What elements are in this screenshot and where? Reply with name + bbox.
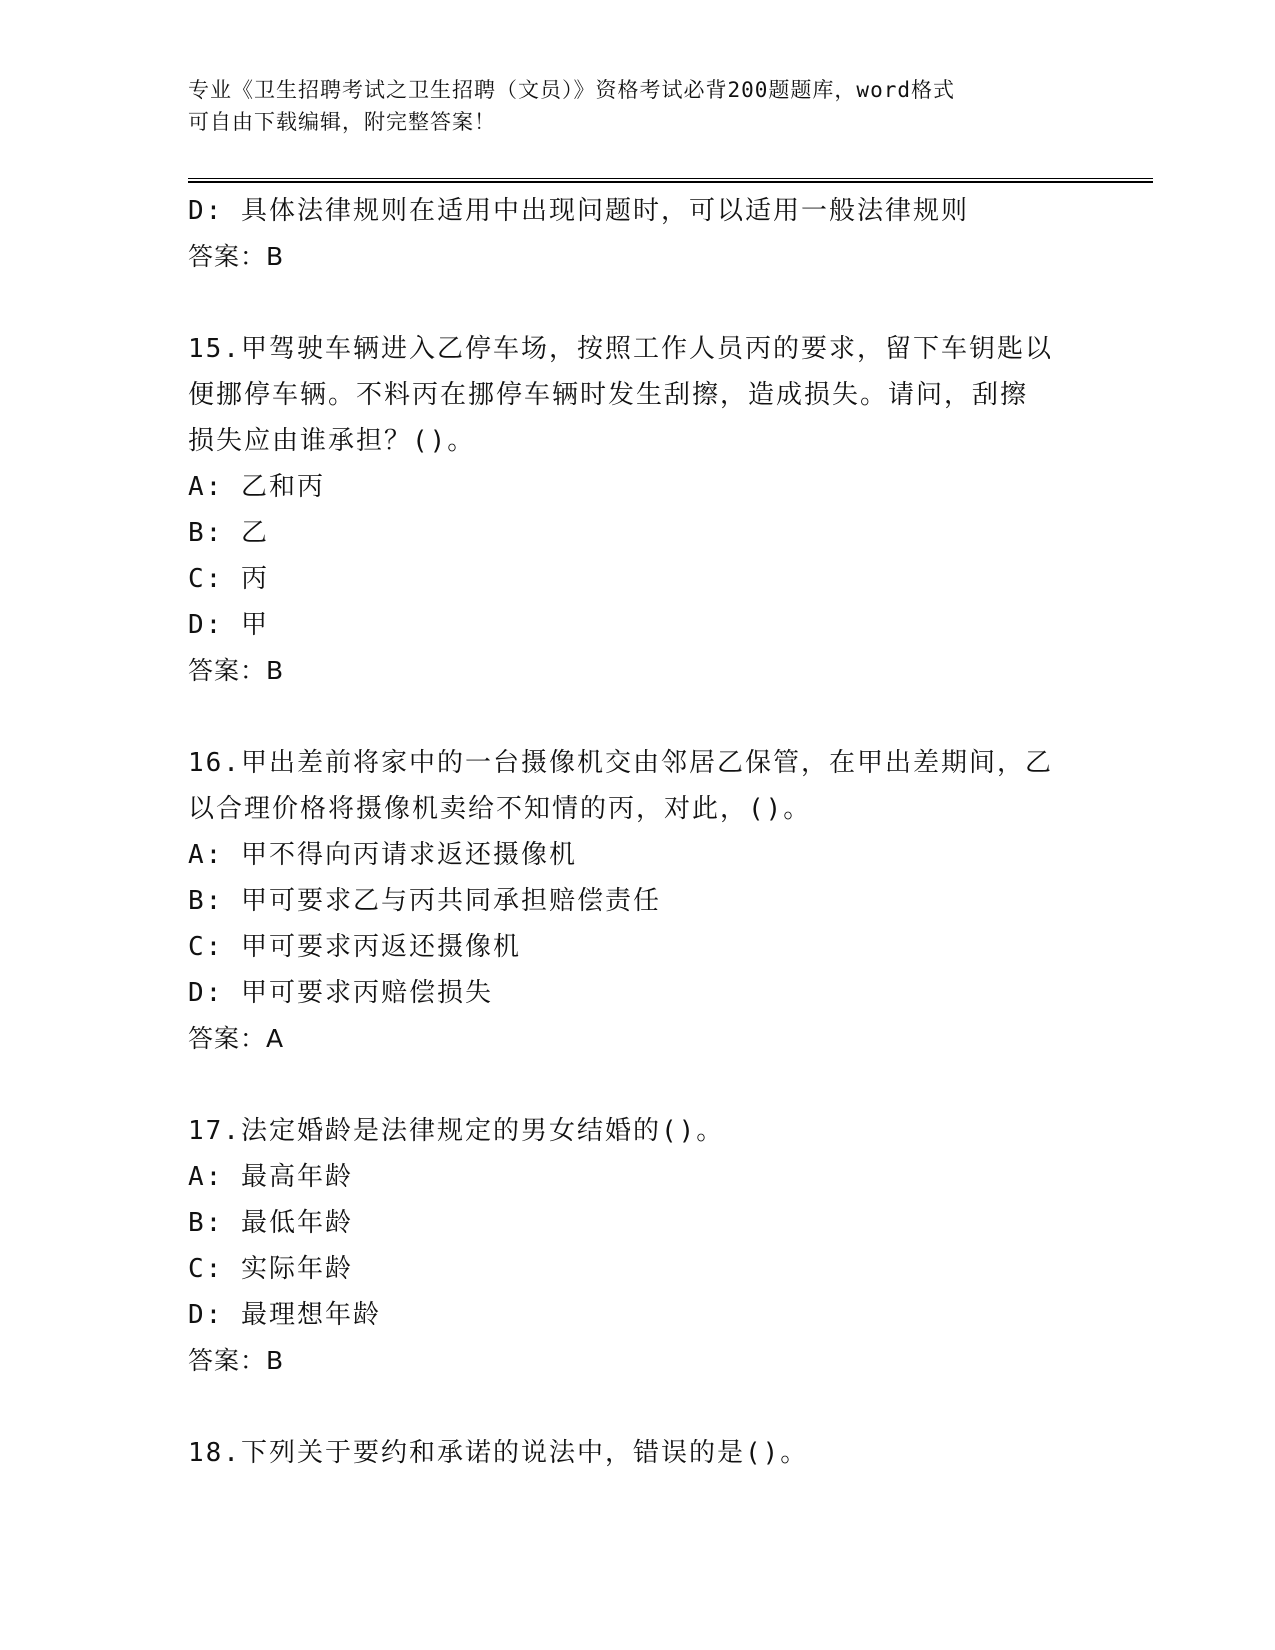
question-stem-line: 损失应由谁承担？()。 [188,426,476,456]
option-c: C: 丙 [188,564,269,594]
document-header [188,74,1088,138]
option-c: C: 甲可要求丙返还摄像机 [188,932,521,962]
question-17 [188,1108,1088,1384]
option-a: A: 甲不得向丙请求返还摄像机 [188,840,577,870]
question-15 [188,326,1088,694]
document-body [188,188,1088,1476]
header-divider-thin [188,178,1153,179]
option-d: D: 最理想年龄 [188,1300,381,1330]
question-continued [188,188,1088,280]
spacer [188,1062,1088,1108]
question-stem-line: 18.下列关于要约和承诺的说法中，错误的是()。 [188,1438,809,1468]
option-d: D: 甲 [188,610,269,640]
question-stem-line: 15.甲驾驶车辆进入乙停车场，按照工作人员丙的要求，留下车钥匙以 [188,334,1053,364]
answer-line: 答案：B [188,656,285,685]
question-16 [188,740,1088,1062]
option-c: C: 实际年龄 [188,1254,353,1284]
spacer [188,1384,1088,1430]
option-b: B: 最低年龄 [188,1208,353,1238]
spacer [188,280,1088,326]
option-a: A: 乙和丙 [188,472,325,502]
spacer [188,694,1088,740]
option-b: B: 甲可要求乙与丙共同承担赔偿责任 [188,886,661,916]
option-d: D: 甲可要求丙赔偿损失 [188,978,493,1008]
option-b: B: 乙 [188,518,269,548]
header-title-line-1: 专业《卫生招聘考试之卫生招聘（文员）》资格考试必背200题题库，word格式 [188,78,955,102]
question-stem-line: 便挪停车辆。不料丙在挪停车辆时发生刮擦，造成损失。请问，刮擦 [188,380,1029,410]
header-divider-thick [188,181,1153,183]
answer-line: 答案：B [188,242,285,271]
option-d: D: 具体法律规则在适用中出现问题时，可以适用一般法律规则 [188,196,969,226]
question-stem-line: 以合理价格将摄像机卖给不知情的丙，对此，()。 [188,794,812,824]
header-title-line-2: 可自由下载编辑，附完整答案！ [188,110,496,134]
question-stem-line: 16.甲出差前将家中的一台摄像机交由邻居乙保管，在甲出差期间，乙 [188,748,1053,778]
option-a: A: 最高年龄 [188,1162,353,1192]
question-18 [188,1430,1088,1476]
question-stem-line: 17.法定婚龄是法律规定的男女结婚的()。 [188,1116,725,1146]
answer-line: 答案：A [188,1024,285,1053]
answer-line: 答案：B [188,1346,285,1375]
